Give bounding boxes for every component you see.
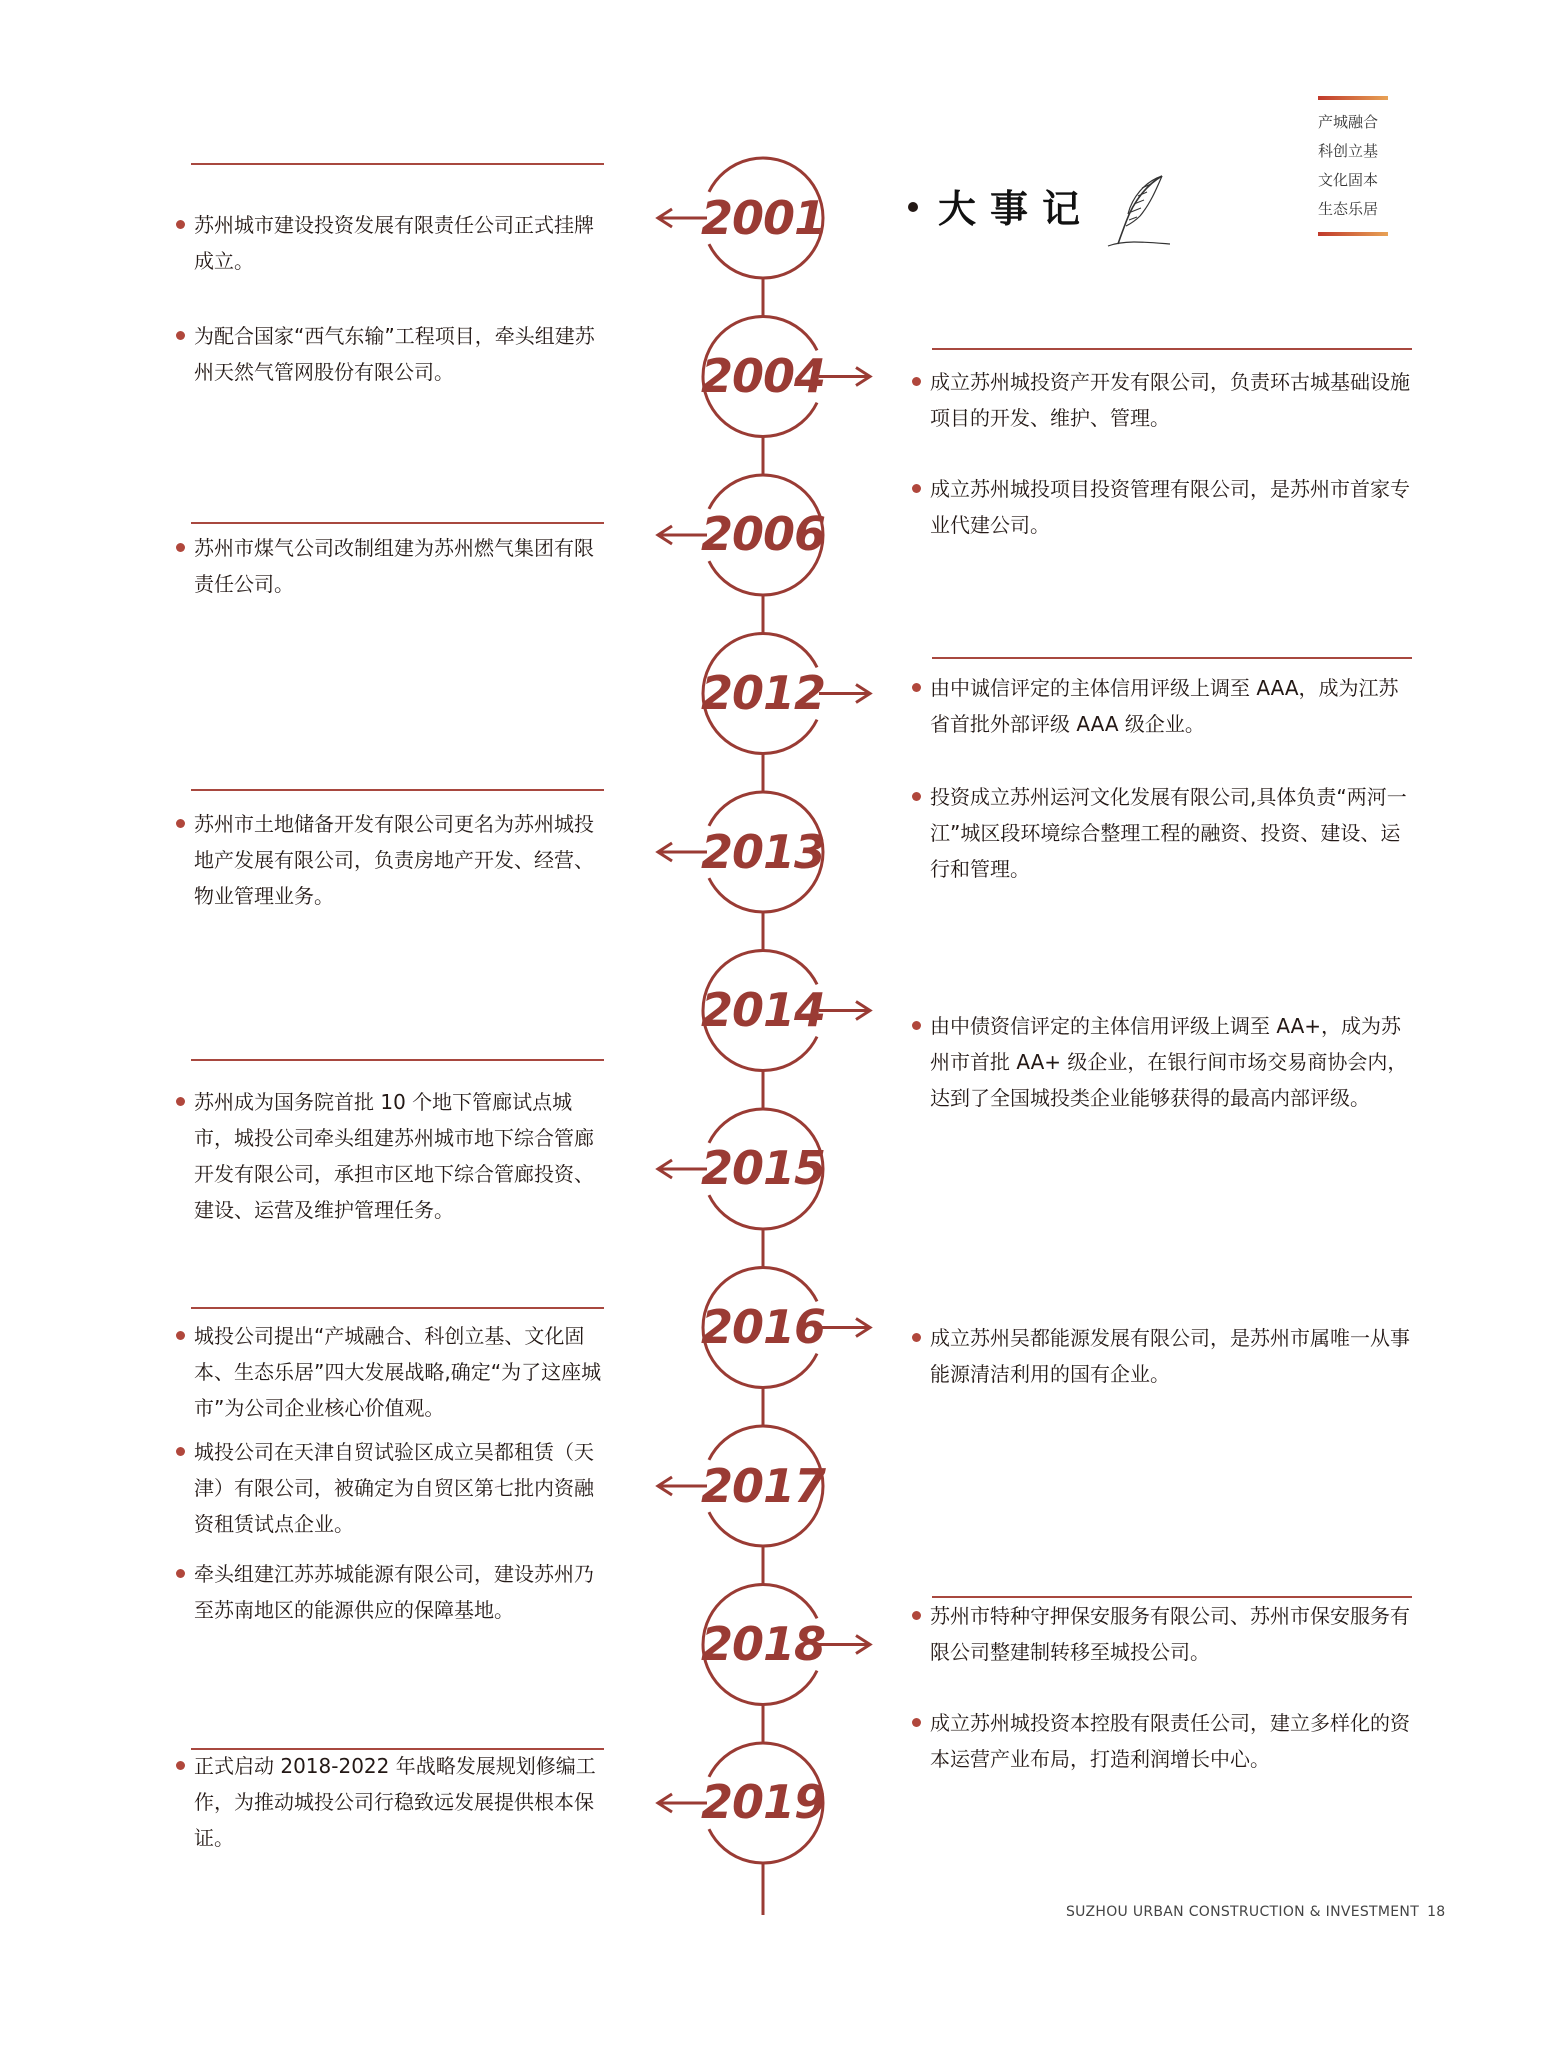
entry-text: 苏州市特种守押保安服务有限公司、苏州市保安服务有限公司整建制转移至城投公司。 — [930, 1604, 1410, 1664]
entry-bullet — [176, 543, 185, 552]
entry-bullet — [176, 1447, 185, 1456]
entry-text: 城投公司在天津自贸试验区成立吴都租赁（天津）有限公司，被确定为自贸区第七批内资融资租赁试点企业。 — [194, 1440, 594, 1536]
page-footer — [1066, 1904, 1445, 1920]
timeline-entry — [930, 1008, 1416, 1116]
timeline-entry — [194, 1748, 610, 1856]
entry-text: 成立苏州城投资产开发有限公司，负责环古城基础设施项目的开发、维护、管理。 — [930, 370, 1410, 430]
timeline-entry — [930, 779, 1416, 887]
feather-icon — [1104, 170, 1174, 250]
year-label-2014: 2014 — [700, 983, 826, 1037]
entry-rule — [932, 348, 1412, 350]
entry-text: 投资成立苏州运河文化发展有限公司,具体负责“两河一江”城区段环境综合整理工程的融资、投资、建设、运行和管理。 — [930, 785, 1407, 881]
strategy-line: 科创立基 — [1318, 142, 1379, 160]
timeline-entry — [194, 1434, 610, 1542]
timeline-entry — [930, 1320, 1416, 1392]
entry-bullet — [912, 683, 921, 692]
timeline-entry — [194, 1318, 610, 1426]
year-label-2016: 2016 — [700, 1300, 826, 1354]
timeline-entry — [930, 364, 1416, 436]
strategy-bottom-bar — [1318, 232, 1388, 236]
entry-text: 由中诚信评定的主体信用评级上调至 AAA，成为江苏省首批外部评级 AAA 级企业。 — [930, 676, 1399, 736]
entry-bullet — [176, 819, 185, 828]
year-label-2004: 2004 — [700, 349, 826, 403]
entry-bullet — [912, 792, 921, 801]
entry-text: 由中债资信评定的主体信用评级上调至 AA+，成为苏州市首批 AA+ 级企业，在银行间市场交易商协会内，达到了全国城投类企业能够获得的最高内部评级。 — [930, 1014, 1408, 1110]
timeline-entry — [930, 471, 1416, 543]
entry-bullet — [912, 1611, 921, 1620]
timeline-entry — [194, 806, 610, 914]
entry-bullet — [176, 1097, 185, 1106]
strategy-line: 产城融合 — [1318, 113, 1379, 131]
entry-text: 正式启动 2018-2022 年战略发展规划修编工作，为推动城投公司行稳致远发展提供根本保证。 — [194, 1754, 596, 1850]
entry-text: 苏州市煤气公司改制组建为苏州燃气集团有限责任公司。 — [194, 536, 594, 596]
timeline-entry — [194, 1556, 610, 1628]
year-label-2001: 2001 — [700, 191, 826, 245]
year-label-2017: 2017 — [700, 1459, 826, 1513]
entry-bullet — [912, 377, 921, 386]
strategy-list — [1318, 96, 1388, 236]
entry-text: 牵头组建江苏苏城能源有限公司，建设苏州乃至苏南地区的能源供应的保障基地。 — [194, 1562, 594, 1622]
entry-bullet — [176, 1331, 185, 1340]
year-label-2018: 2018 — [700, 1617, 826, 1671]
year-label-2019: 2019 — [700, 1775, 826, 1829]
entry-bullet — [912, 1718, 921, 1727]
entry-text: 苏州成为国务院首批 10 个地下管廊试点城市，城投公司牵头组建苏州城市地下综合管廊开发有限公司，承担市区地下综合管廊投资、建设、运营及维护管理任务。 — [194, 1090, 594, 1222]
entry-rule — [191, 163, 604, 165]
entry-bullet — [912, 1021, 921, 1030]
page-number: 18 — [1427, 1904, 1446, 1920]
entry-rule — [191, 522, 604, 524]
entry-rule — [932, 657, 1412, 659]
strategy-line: 生态乐居 — [1318, 200, 1379, 218]
timeline-entry — [930, 1705, 1416, 1777]
timeline-entry — [194, 1084, 610, 1228]
section-title: 大事记 — [938, 187, 1095, 231]
entry-bullet — [176, 1761, 185, 1770]
entry-bullet — [912, 1333, 921, 1342]
timeline-entry — [930, 1598, 1416, 1670]
entry-text: 成立苏州城投资本控股有限责任公司，建立多样化的资本运营产业布局，打造利润增长中心。 — [930, 1711, 1410, 1771]
publication-name: SUZHOU URBAN CONSTRUCTION & INVESTMENT — [1066, 1904, 1420, 1920]
year-label-2006: 2006 — [700, 507, 826, 561]
year-label-2015: 2015 — [700, 1141, 826, 1195]
entry-text: 成立苏州城投项目投资管理有限公司，是苏州市首家专业代建公司。 — [930, 477, 1410, 537]
timeline-entry — [930, 670, 1416, 742]
entry-text: 苏州城市建设投资发展有限责任公司正式挂牌成立。 — [194, 213, 594, 273]
entry-bullet — [176, 220, 185, 229]
year-label-2013: 2013 — [700, 825, 826, 879]
year-label-2012: 2012 — [700, 666, 826, 720]
entry-rule — [191, 789, 604, 791]
entry-text: 城投公司提出“产城融合、科创立基、文化固本、生态乐居”四大发展战略,确定“为了这座城市”为公司企业核心价值观。 — [194, 1324, 602, 1420]
entry-text: 苏州市土地储备开发有限公司更名为苏州城投地产发展有限公司，负责房地产开发、经营、物业管理业务。 — [194, 812, 594, 908]
entry-text: 为配合国家“西气东输”工程项目，牵头组建苏州天然气管网股份有限公司。 — [194, 324, 595, 384]
entry-bullet — [912, 484, 921, 493]
timeline-entry — [194, 318, 610, 390]
title-bullet — [908, 202, 918, 212]
strategy-top-bar — [1318, 96, 1388, 100]
timeline-entry — [194, 530, 610, 602]
strategy-line: 文化固本 — [1318, 171, 1379, 189]
entry-rule — [191, 1059, 604, 1061]
entry-text: 成立苏州吴都能源发展有限公司，是苏州市属唯一从事能源清洁利用的国有企业。 — [930, 1326, 1410, 1386]
entry-bullet — [176, 1569, 185, 1578]
timeline-entry — [194, 207, 610, 279]
entry-bullet — [176, 331, 185, 340]
entry-rule — [191, 1307, 604, 1309]
